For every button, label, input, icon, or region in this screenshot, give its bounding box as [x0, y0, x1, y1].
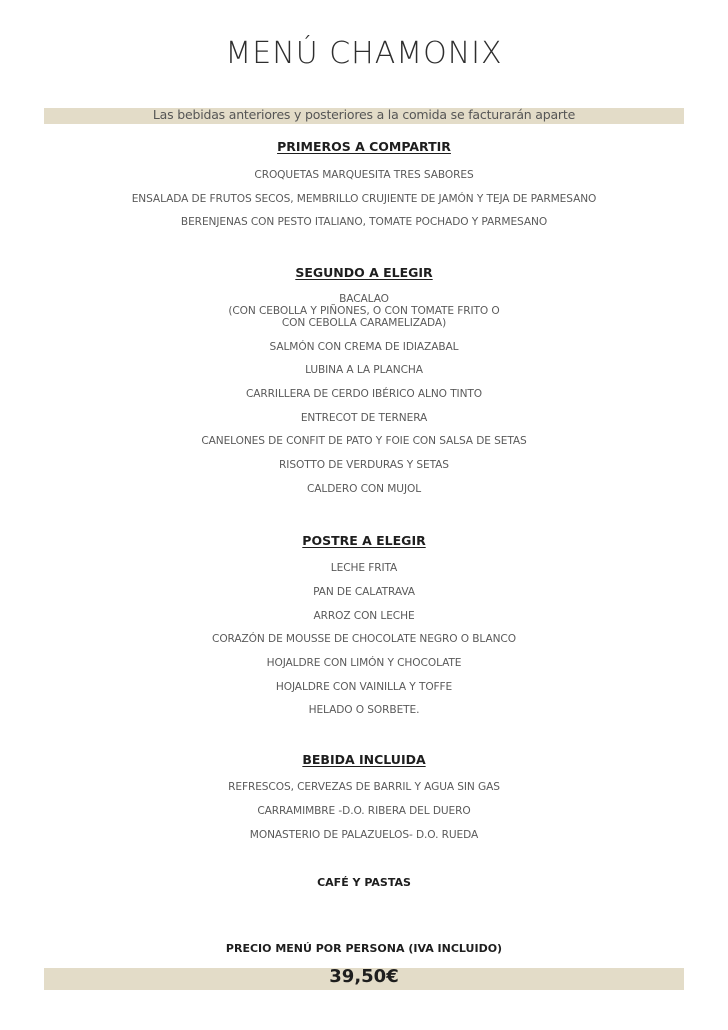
menu-item: HOJALDRE CON LIMÓN Y CHOCOLATE [266, 657, 462, 669]
menu-item: CARRAMIMBRE -D.O. RIBERA DEL DUERO [257, 805, 471, 817]
drinks-notice: Las bebidas anteriores y posteriores a la comida se facturarán aparte [152, 107, 576, 122]
menu-item: ENTRECOT DE TERNERA [300, 412, 428, 424]
section-heading-postre: POSTRE A ELEGIR [302, 533, 426, 548]
menu-item: PAN DE CALATRAVA [313, 586, 415, 598]
menu-item: CROQUETAS MARQUESITA TRES SABORES [254, 169, 474, 181]
menu-item: RISOTTO DE VERDURAS Y SETAS [279, 459, 449, 471]
menu-item: BERENJENAS CON PESTO ITALIANO, TOMATE POCHADO Y PARMESANO [180, 216, 548, 228]
menu-item: LECHE FRITA [330, 562, 398, 574]
menu-item-bacalao-detail: (CON CEBOLLA Y PIÑONES, O CON TOMATE FRITO O [228, 305, 500, 317]
menu-item: REFRESCOS, CERVEZAS DE BARRIL Y AGUA SIN GAS [228, 781, 500, 793]
price-label: PRECIO MENÚ POR PERSONA (IVA INCLUIDO) [225, 942, 503, 955]
menu-item: ARROZ CON LECHE [313, 610, 415, 622]
menu-item: CARRILLERA DE CERDO IBÉRICO ALNO TINTO [245, 388, 483, 400]
menu-item: CANELONES DE CONFIT DE PATO Y FOIE CON SALSA DE SETAS [201, 435, 527, 447]
menu-item: SALMÓN CON CREMA DE IDIAZABAL [269, 341, 459, 353]
menu-item: MONASTERIO DE PALAZUELOS- D.O. RUEDA [249, 829, 479, 841]
menu-title: MENÚ CHAMONIX [225, 36, 503, 71]
coffee-line: CAFÉ Y PASTAS [317, 876, 411, 889]
price-value: 39,50€ [329, 966, 399, 987]
menu-item: CORAZÓN DE MOUSSE DE CHOCOLATE NEGRO O BLANCO [212, 633, 516, 645]
menu-item: ENSALADA DE FRUTOS SECOS, MEMBRILLO CRUJIENTE DE JAMÓN Y TEJA DE PARMESANO [131, 193, 597, 205]
menu-item: HELADO O SORBETE. [308, 704, 420, 716]
menu-item-bacalao: BACALAO [339, 293, 389, 305]
menu-item-bacalao-detail: CON CEBOLLA CARAMELIZADA) [281, 317, 447, 329]
section-heading-bebida: BEBIDA INCLUIDA [302, 752, 426, 767]
menu-item: HOJALDRE CON VAINILLA Y TOFFE [275, 681, 453, 693]
section-heading-primeros: PRIMEROS A COMPARTIR [277, 139, 451, 154]
section-heading-segundo: SEGUNDO A ELEGIR [295, 265, 433, 280]
menu-item: CALDERO CON MUJOL [306, 483, 422, 495]
menu-item: LUBINA A LA PLANCHA [305, 364, 423, 376]
